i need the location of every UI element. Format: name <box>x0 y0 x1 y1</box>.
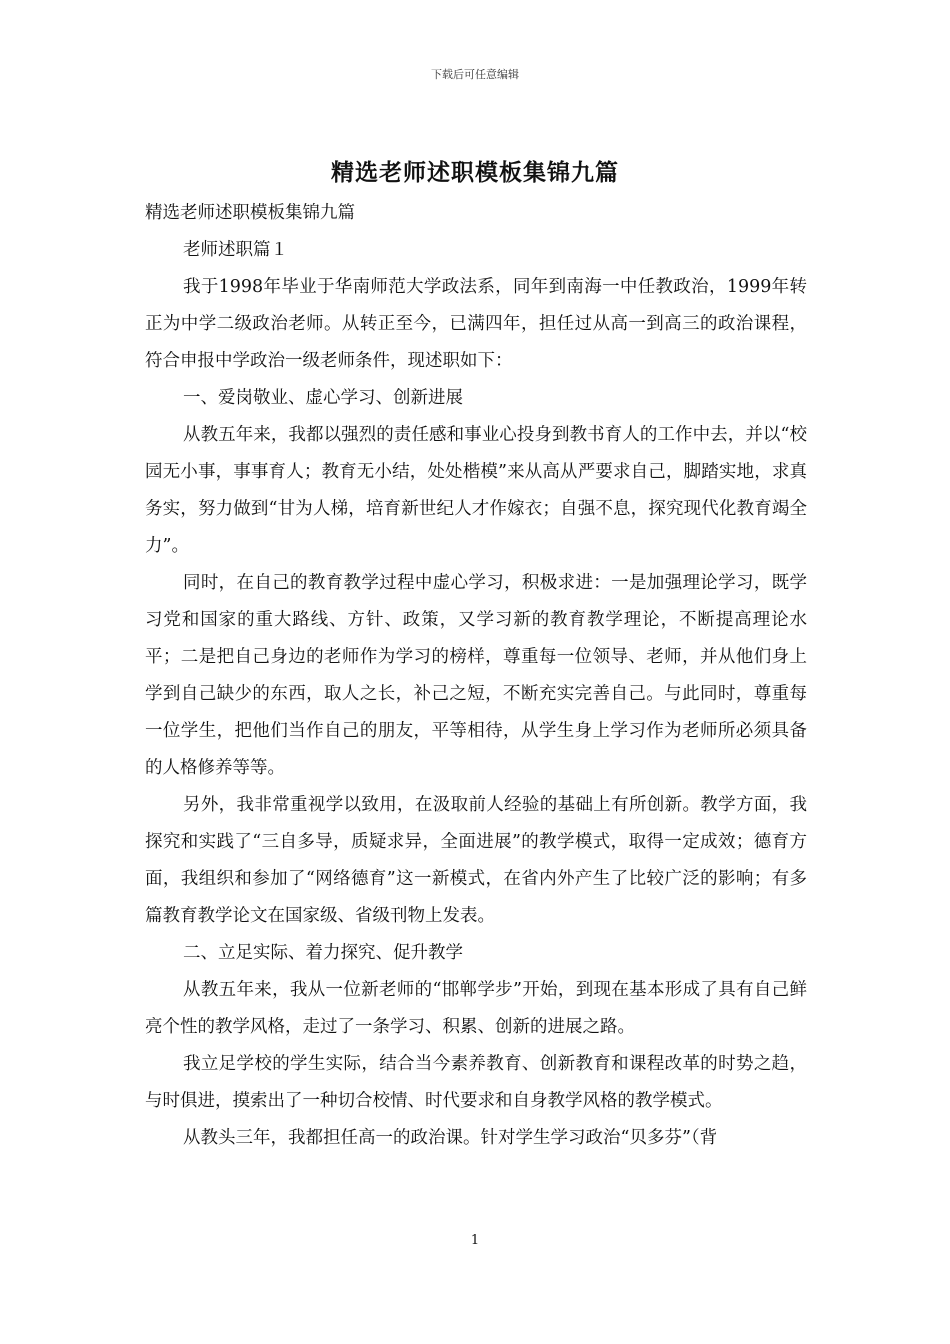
subtitle-paragraph: 精选老师述职模板集锦九篇 <box>145 203 355 223</box>
body-paragraph: 同时，在自己的教育教学过程中虚心学习，积极求进：一是加强理论学习，既学习党和国家的重大路线、方针、政策，又学习新的教育教学理论，不断提高理论水平；二是把自己身边的老师作为学习的榜样，尊重每一位领导、老师，并从他们身上学到自己缺少的东西，取人之长，补己之短，不断充实完善自己。与此同时，尊重每一位学生，把他们当作自己的朋友，平等相待，从学生身上学习作为老师所必须具备的人格修养等等。 <box>145 573 807 778</box>
body-paragraph: 从教五年来，我从一位新老师的“邯郸学步”开始，到现在基本形成了具有自己鲜亮个性的教学风格，走过了一条学习、积累、创新的进展之路。 <box>145 980 807 1037</box>
body-paragraph: 另外，我非常重视学以致用，在汲取前人经验的基础上有所创新。教学方面，我探究和实践了“三自多导，质疑求异，全面进展”的教学模式，取得一定成效；德育方面，我组织和参加了“网络德育”这一新模式，在省内外产生了比较广泛的影响；有多篇教育教学论文在国家级、省级刊物上发表。 <box>145 795 807 926</box>
body-paragraph: 从教五年来，我都以强烈的责任感和事业心投身到教书育人的工作中去，并以“校园无小事，事事育人；教育无小结，处处楷模”来从高从严要求自己，脚踏实地，求真务实，努力做到“甘为人梯，培育新世纪人才作嫁衣；自强不息，探究现代化教育竭全力”。 <box>145 425 807 556</box>
section-heading: 一、爱岗敬业、虚心学习、创新进展 <box>183 388 463 408</box>
document-body <box>145 195 807 1157</box>
section-heading: 二、立足实际、着力探究、促升教学 <box>183 943 463 963</box>
body-paragraph: 从教头三年，我都担任高一的政治课。针对学生学习政治“贝多芬”（背 <box>183 1128 718 1148</box>
body-paragraph: 我于1998年毕业于华南师范大学政法系，同年到南海一中任教政治，1999年转正为中学二级政治老师。从转正至今，已满四年，担任过从高一到高三的政治课程，符合申报中学政治一级老师条件，现述职如下： <box>145 277 807 371</box>
body-paragraph: 我立足学校的学生实际，结合当今素养教育、创新教育和课程改革的时势之趋，与时俱进，摸索出了一种切合校情、时代要求和自身教学风格的教学模式。 <box>145 1054 807 1111</box>
page-header-note: 下载后可任意编辑 <box>431 68 519 81</box>
page-number: 1 <box>470 1233 480 1248</box>
section-heading: 老师述职篇１ <box>183 240 288 260</box>
document-title: 精选老师述职模板集锦九篇 <box>331 159 619 186</box>
